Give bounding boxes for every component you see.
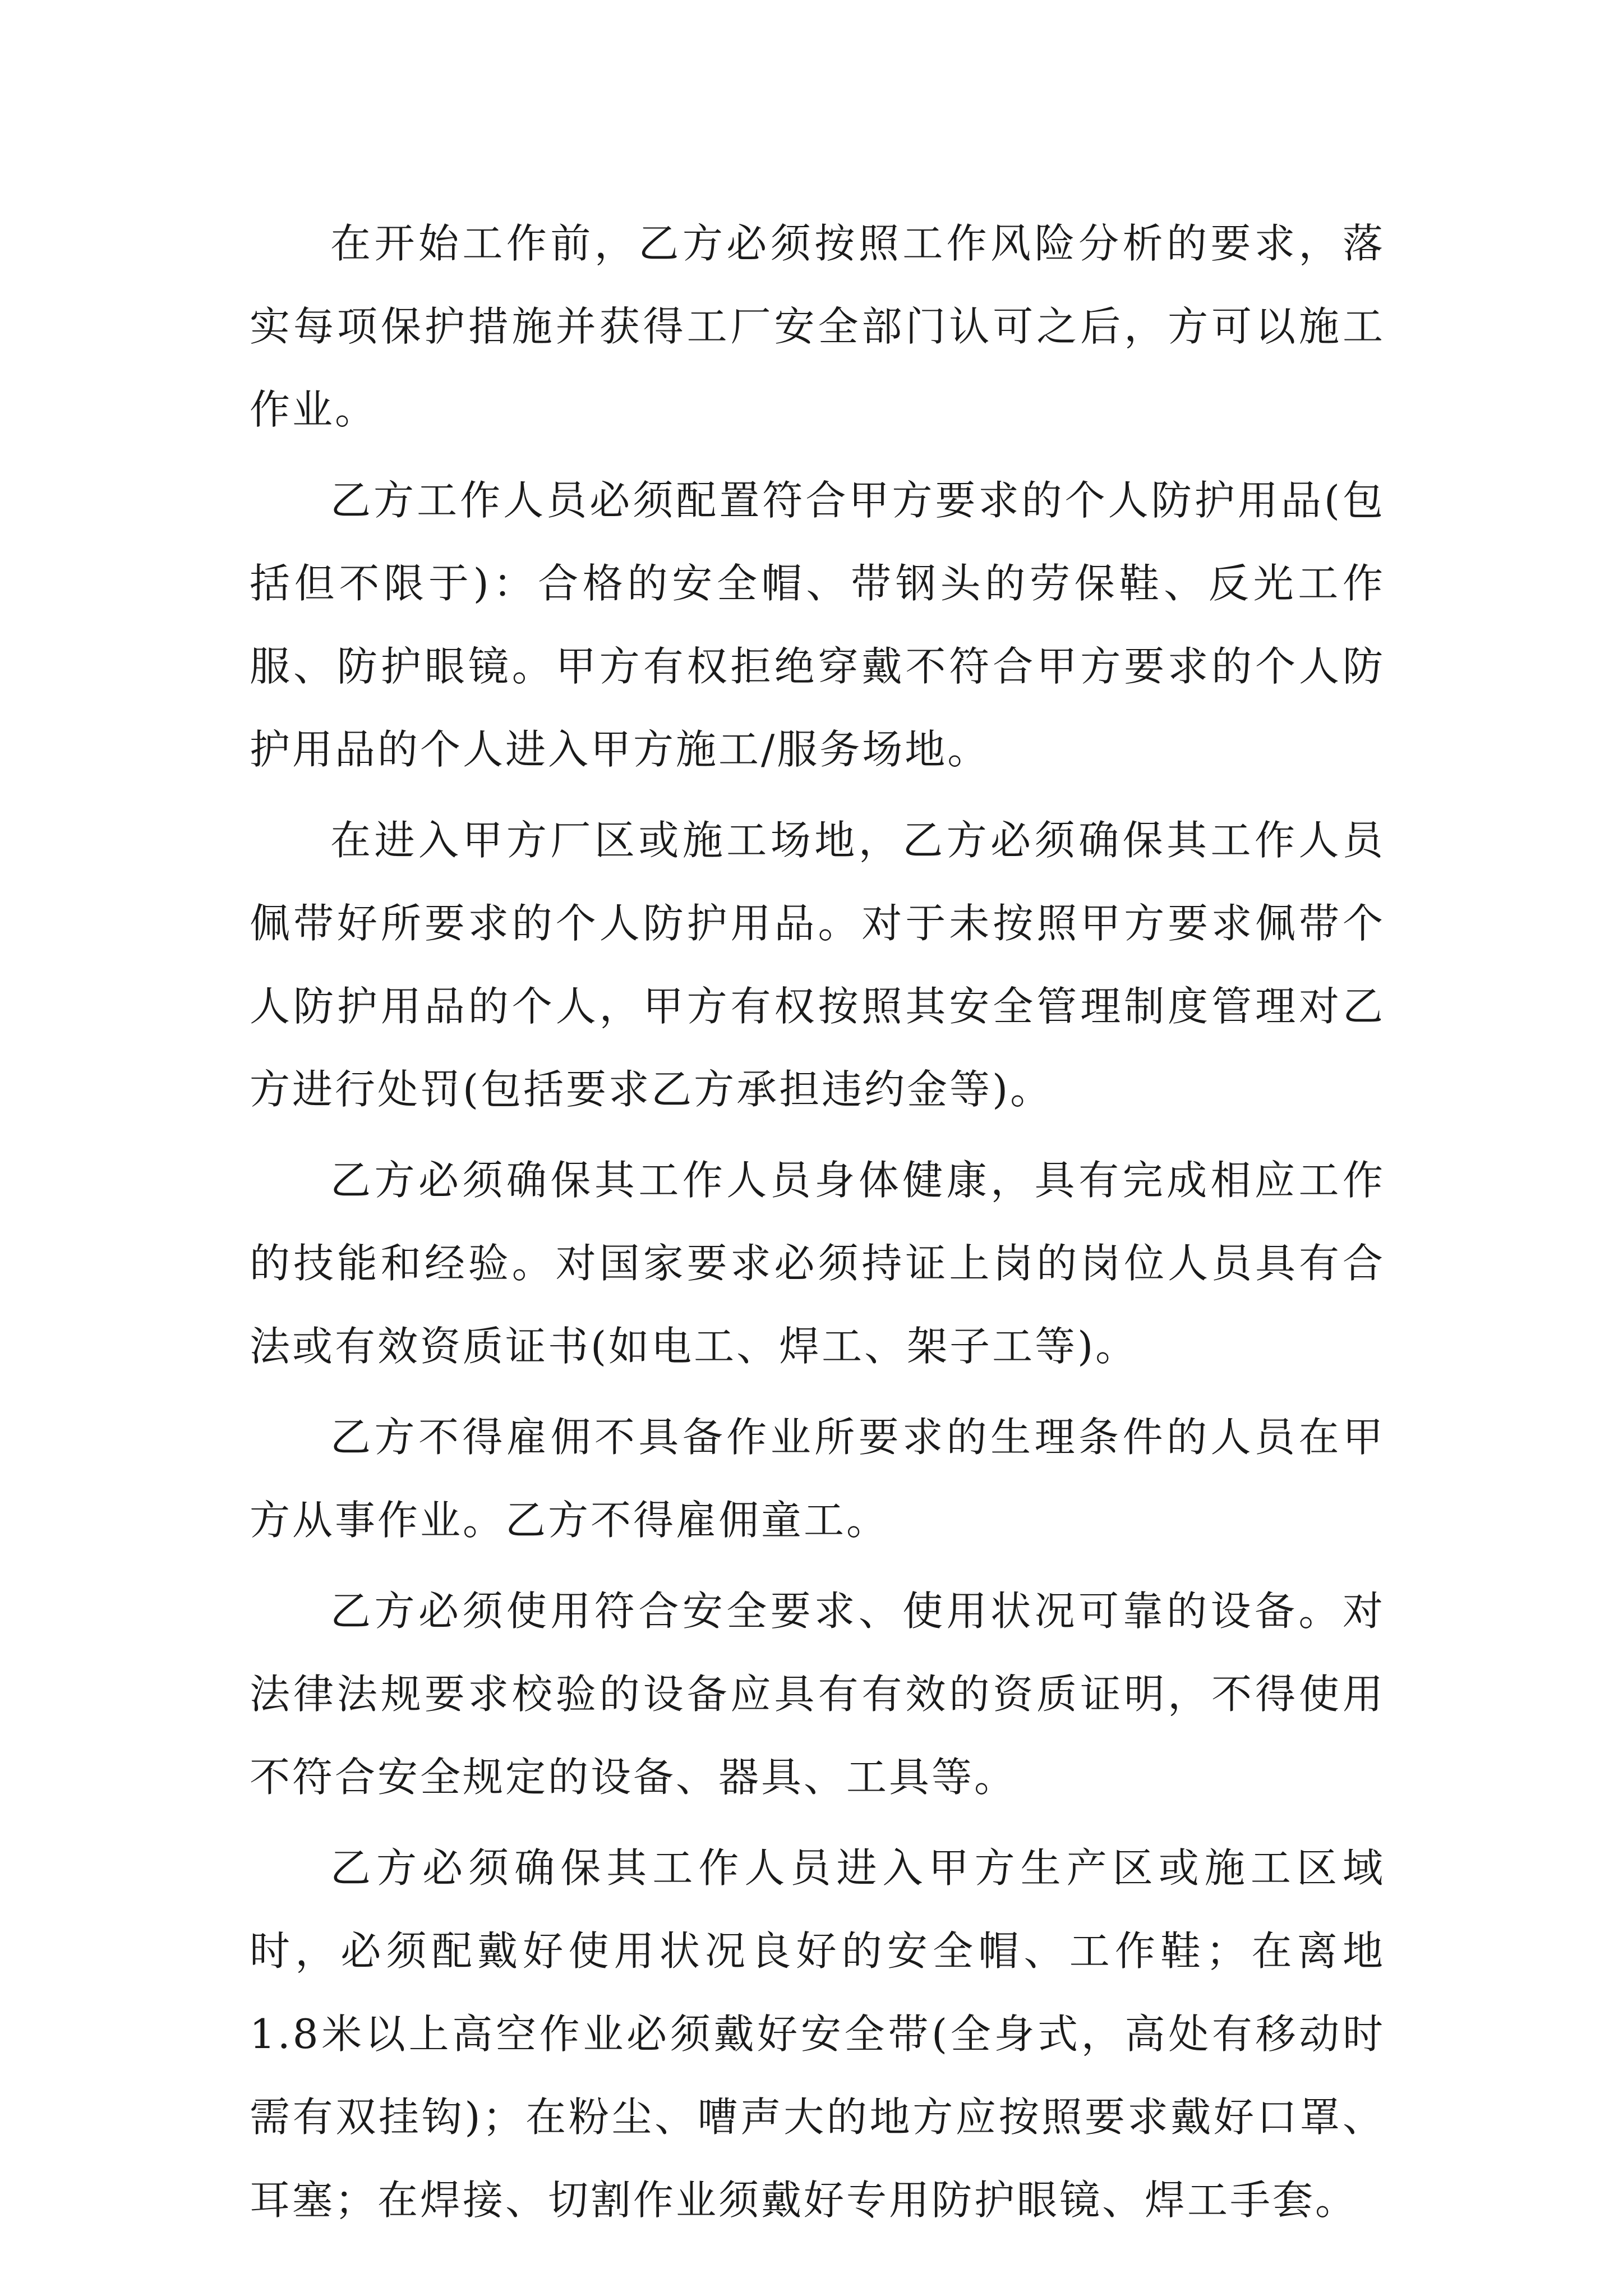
- paragraph: 在进入甲方厂区或施工场地，乙方必须确保其工作人员佩带好所要求的个人防护用品。对于未按照甲方要求佩带个人防护用品的个人，甲方有权按照其安全管理制度管理对乙方进行处罚(包括要求乙方承担违约金等)。: [250, 817, 1385, 1113]
- paragraph: 乙方工作人员必须配置符合甲方要求的个人防护用品(包括但不限于)：合格的安全帽、带钢头的劳保鞋、反光工作服、防护眼镜。甲方有权拒绝穿戴不符合甲方要求的个人防护用品的个人进入甲方施工/服务场地。: [250, 477, 1385, 773]
- paragraph: 乙方必须确保其工作人员身体健康，具有完成相应工作的技能和经验。对国家要求必须持证上岗的岗位人员具有合法或有效资质证书(如电工、焊工、架子工等)。: [250, 1157, 1385, 1370]
- paragraph: 乙方必须确保其工作人员进入甲方生产区或施工区域时，必须配戴好使用状况良好的安全帽、工作鞋；在离地1.8米以上高空作业必须戴好安全带(全身式，高处有移动时需有双挂钩)；在粉尘、嘈声大的地方应按照要求戴好口罩、耳塞；在焊接、切割作业须戴好专用防护眼镜、焊工手套。: [250, 1844, 1385, 2224]
- paragraph: 乙方必须使用符合安全要求、使用状况可靠的设备。对法律法规要求校验的设备应具有有效的资质证明，不得使用不符合安全规定的设备、器具、工具等。: [250, 1588, 1385, 1801]
- paragraph: 在开始工作前，乙方必须按照工作风险分析的要求，落实每项保护措施并获得工厂安全部门认可之后，方可以施工作业。: [250, 220, 1385, 433]
- paragraph: 乙方不得雇佣不具备作业所要求的生理条件的人员在甲方从事作业。乙方不得雇佣童工。: [250, 1414, 1385, 1544]
- document-body: [250, 202, 1385, 2249]
